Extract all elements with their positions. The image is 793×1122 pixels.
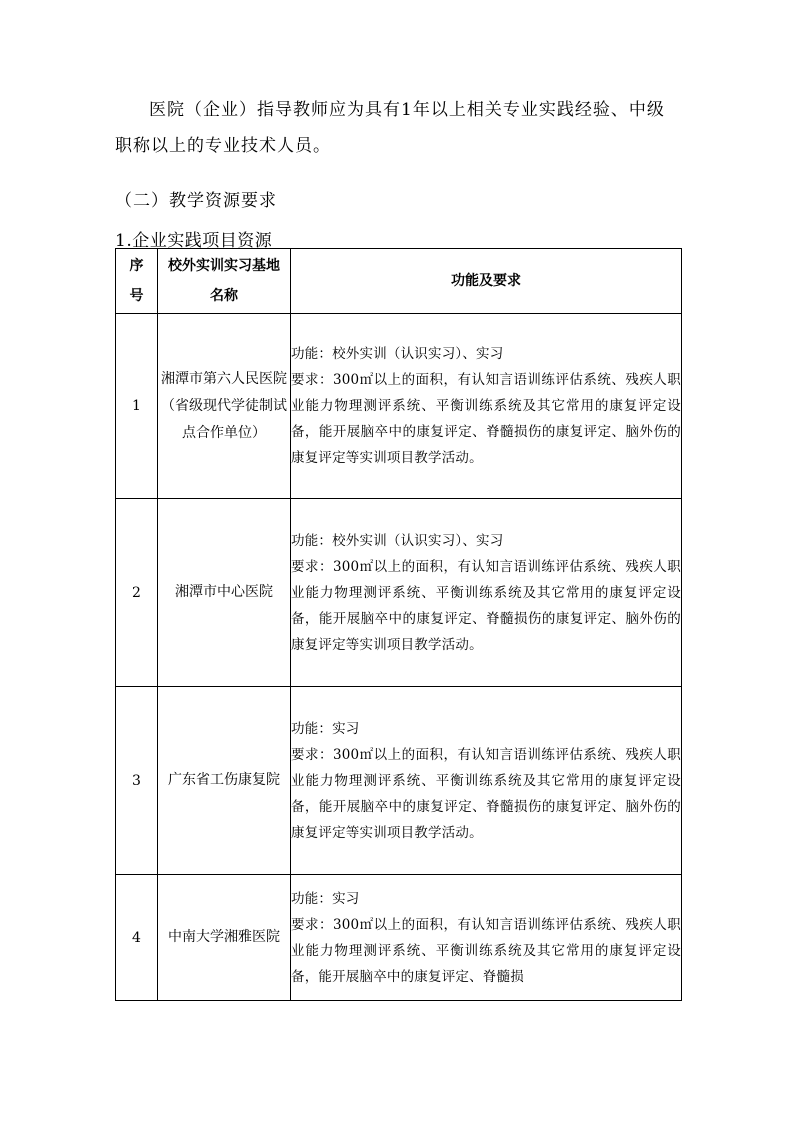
table-row	[116, 314, 682, 499]
row-number: 1	[116, 314, 158, 499]
row-requirement-text: 要求：300㎡以上的面积，有认知言语训练评估系统、残疾人职业能力物理测评系统、平衡训练系统及其它常用的康复评定设备，能开展脑卒中的康复评定、脊髓损伤的康复评定、脑外伤的康复评定等实训项目教学活动。	[291, 746, 681, 841]
row-base-name-text: 广东省工伤康复院	[168, 772, 280, 788]
intro-paragraph: 医院（企业）指导教师应为具有1年以上相关专业实践经验、中级职称以上的专业技术人员。	[115, 100, 665, 156]
row-base-name	[158, 687, 291, 875]
table-row	[116, 875, 682, 1001]
row-requirements	[291, 875, 682, 1001]
row-function-text: 功能：校外实训（认识实习）、实习	[291, 346, 504, 362]
row-function-text: 功能：实习	[291, 890, 360, 907]
resource-table	[115, 248, 682, 1001]
header-number	[116, 249, 158, 314]
row-number: 4	[116, 875, 158, 1001]
row-base-name-text: 湘潭市第六人民医院	[161, 370, 287, 387]
row-base-name	[158, 314, 291, 499]
table-header-row	[116, 249, 682, 314]
table-row	[116, 499, 682, 687]
table-row	[116, 687, 682, 875]
section-heading: （二）教学资源要求	[115, 191, 277, 211]
row-requirement-text: 要求：300㎡以上的面积，有认知言语训练评估系统、残疾人职业能力物理测评系统、平衡训练系统及其它常用的康复评定设备，能开展脑卒中的康复评定、脊髓损伤的康复评定、脑外伤的康复评定等实训项目教学活动。	[291, 558, 681, 653]
header-base-name	[158, 249, 291, 314]
row-requirements	[291, 499, 682, 687]
row-base-name	[158, 499, 291, 687]
header-function-label: 功能及要求	[451, 273, 521, 289]
row-requirement-text: 要求：300㎡以上的面积，有认知言语训练评估系统、残疾人职业能力物理测评系统、平衡训练系统及其它常用的康复评定设备，能开展脑卒中的康复评定、脊髓损	[291, 916, 681, 985]
row-requirements	[291, 314, 682, 499]
row-requirements	[291, 687, 682, 875]
row-function-text: 功能：实习	[291, 720, 360, 737]
header-number-label: 序号	[129, 258, 144, 304]
row-number: 3	[116, 687, 158, 875]
header-base-name-label: 校外实训实习基地名称	[168, 258, 280, 304]
subsection-heading: 1.企业实践项目资源	[115, 231, 273, 251]
row-number: 2	[116, 499, 158, 687]
row-base-name-text: 湘潭市中心医院	[175, 584, 273, 600]
row-base-name	[158, 875, 291, 1001]
row-base-name-note: （省级现代学徒制试点合作单位）	[161, 397, 287, 441]
row-base-name-text: 中南大学湘雅医院	[168, 929, 280, 945]
header-function	[291, 249, 682, 314]
row-function-text: 功能：校外实训（认识实习）、实习	[291, 532, 504, 549]
row-requirement-text: 要求：300㎡以上的面积，有认知言语训练评估系统、残疾人职业能力物理测评系统、平衡训练系统及其它常用的康复评定设备，能开展脑卒中的康复评定、脊髓损伤的康复评定、脑外伤的康复评定等实训项目教学活动。	[291, 372, 681, 466]
